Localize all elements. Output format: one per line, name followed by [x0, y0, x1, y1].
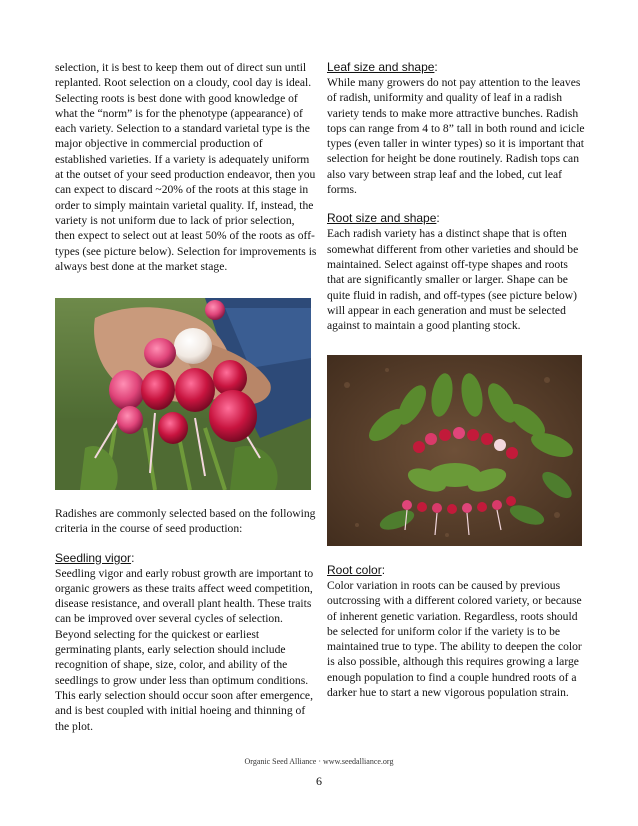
root-size-heading — [327, 211, 585, 226]
root-color-heading-colon: : — [381, 563, 386, 577]
selection-paragraph: selection, it is best to keep them out of direct sun until replanted. Root selection on a cloudy, cool day is ideal. Selecting roots is best done with good knowledge of what the “norm” is for the phenotype (appearance) of each variety. Selection to a standard varietal type is the major objective in commercial production of established varieties. If a variety is adequately uniform at the outset of your seed production endeavor, then you can expect to discard ~20% of the roots at this stage in order to simply maintain varietal quality. If, instead, the variety is not uniform due to lack of prior selection, then expect to select out at least 50% of the roots as off-types (see picture below). Selection for improvements is always best done at the market stage. — [55, 61, 317, 273]
radish-bunch-illustration — [55, 298, 311, 490]
seedling-vigor-heading-text: Seedling vigor — [55, 550, 132, 565]
seedling-vigor-heading-colon: : — [131, 550, 135, 565]
root-color-text: Color variation in roots can be caused by previous outcrossing with a different colored variety, or because of inherent genetic variation. Regardless, roots should be selected for uniform color if the variety is to be maintained true to type. The ability to deepen the color is also possible, although this requires growing a large enough population to find a couple hundred roots of a darker hue to start a new vigorous population strain. — [327, 579, 582, 700]
page-footer: Organic Seed Alliance · www.seedalliance.org — [244, 757, 394, 766]
seedling-vigor-heading — [55, 551, 317, 566]
root-color-heading — [327, 563, 585, 578]
radish-offtypes-illustration — [327, 355, 582, 546]
right-column-top — [327, 60, 585, 333]
photo-radish-bunch — [55, 298, 311, 490]
seedling-vigor-text: Seedling vigor and early robust growth are important to organic growers as these traits affect weed competition, disease resistance, and overall plant health. These traits can be improved over several cycles of selection. Beyond selecting for the quickest or earliest germinating plants, early selection should include recognition of shape, size, color, and ability of the seedlings to grow under less than optimum conditions. This early selection should occur soon after emergence, and is best coupled with initial hoeing and thinning of the plot. — [55, 566, 314, 733]
photo-radish-offtypes — [327, 355, 582, 546]
leaf-size-heading-text: Leaf size and shape — [327, 60, 435, 74]
right-column-bottom — [327, 563, 585, 700]
criteria-intro: Radishes are commonly selected based on the following criteria in the course of seed production: — [55, 507, 316, 536]
root-color-heading-text: Root color — [327, 563, 382, 577]
root-size-heading-colon: : — [436, 211, 440, 226]
leaf-size-heading — [327, 60, 585, 75]
page-number: 6 — [316, 774, 322, 788]
left-column-top — [55, 60, 317, 274]
root-size-heading-text: Root size and shape — [327, 211, 437, 226]
leaf-size-text: While many growers do not pay attention to the leaves of radish, uniformity and quality of leaf in a radish variety tends to make more attractive bunches. Radish tops can range from 4 to 8” tall in both round and icicle types (even taller in winter types) so it is important that selection for height be done routinely. Radish tops can also vary between strap leaf and the lobed, cut leaf forms. — [327, 76, 585, 197]
left-column-bottom — [55, 506, 317, 734]
root-size-text: Each radish variety has a distinct shape that is often somewhat different from other varieties and should be maintained. Select against off-type shapes and roots that are significantly smaller or larger. Shape can be quite fluid in radish, and off-types (see picture below) will appear in each generation and must be selected against to maintain a good planting stock. — [327, 227, 579, 333]
leaf-size-heading-colon: : — [434, 60, 438, 74]
